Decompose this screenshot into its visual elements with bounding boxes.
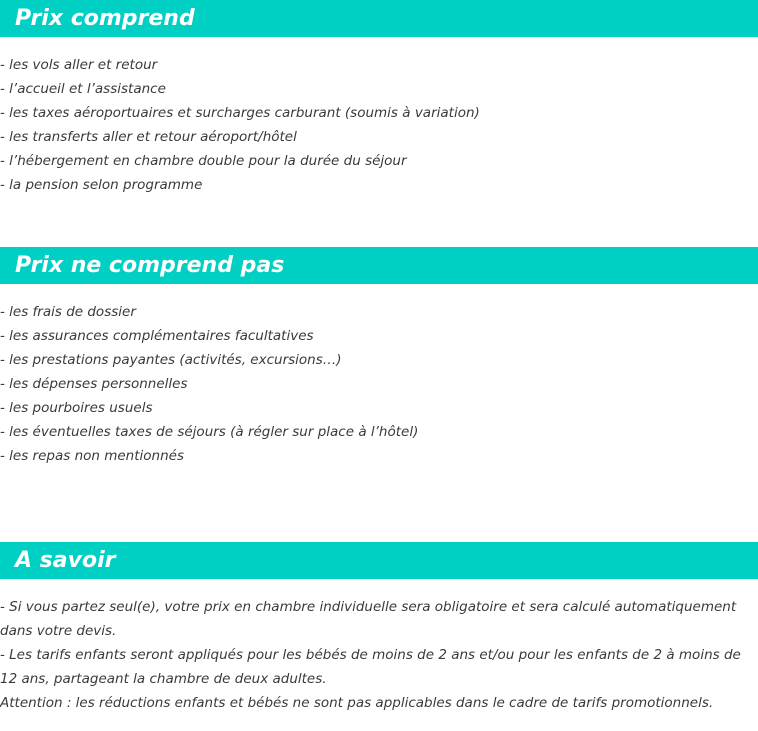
note-paragraph: Attention : les réductions enfants et bébés ne sont pas applicables dans le cadre de tarifs promotionnels. <box>0 695 714 711</box>
list-item: - les assurances complémentaires facultatives <box>0 328 314 344</box>
section-header-a-savoir: A savoir <box>0 542 758 579</box>
list-item: - les transferts aller et retour aéroport/hôtel <box>0 129 297 145</box>
excluded-list <box>0 300 758 468</box>
list-item: - la pension selon programme <box>0 177 203 193</box>
list-item: - les dépenses personnelles <box>0 376 188 392</box>
section-header-prix-ne-comprend-pas: Prix ne comprend pas <box>0 247 758 284</box>
list-item: - les vols aller et retour <box>0 57 158 73</box>
list-item: - l’accueil et l’assistance <box>0 81 166 97</box>
list-item: - les repas non mentionnés <box>0 448 184 464</box>
section-header-prix-comprend: Prix comprend <box>0 0 758 37</box>
list-item: - l’hébergement en chambre double pour la durée du séjour <box>0 153 407 169</box>
note-paragraph: - Les tarifs enfants seront appliqués pour les bébés de moins de 2 ans et/ou pour les enfants de 2 à moins de 12 ans, partageant la chambre de deux adultes. <box>0 647 741 687</box>
notes-paragraphs <box>0 595 752 715</box>
list-item: - les frais de dossier <box>0 304 136 320</box>
list-item: - les taxes aéroportuaires et surcharges carburant (soumis à variation) <box>0 105 480 121</box>
note-paragraph: - Si vous partez seul(e), votre prix en chambre individuelle sera obligatoire et sera calculé automatiquement dans votre devis. <box>0 599 737 639</box>
included-list <box>0 53 758 197</box>
list-item: - les pourboires usuels <box>0 400 153 416</box>
list-item: - les prestations payantes (activités, excursions…) <box>0 352 342 368</box>
list-item: - les éventuelles taxes de séjours (à régler sur place à l’hôtel) <box>0 424 419 440</box>
